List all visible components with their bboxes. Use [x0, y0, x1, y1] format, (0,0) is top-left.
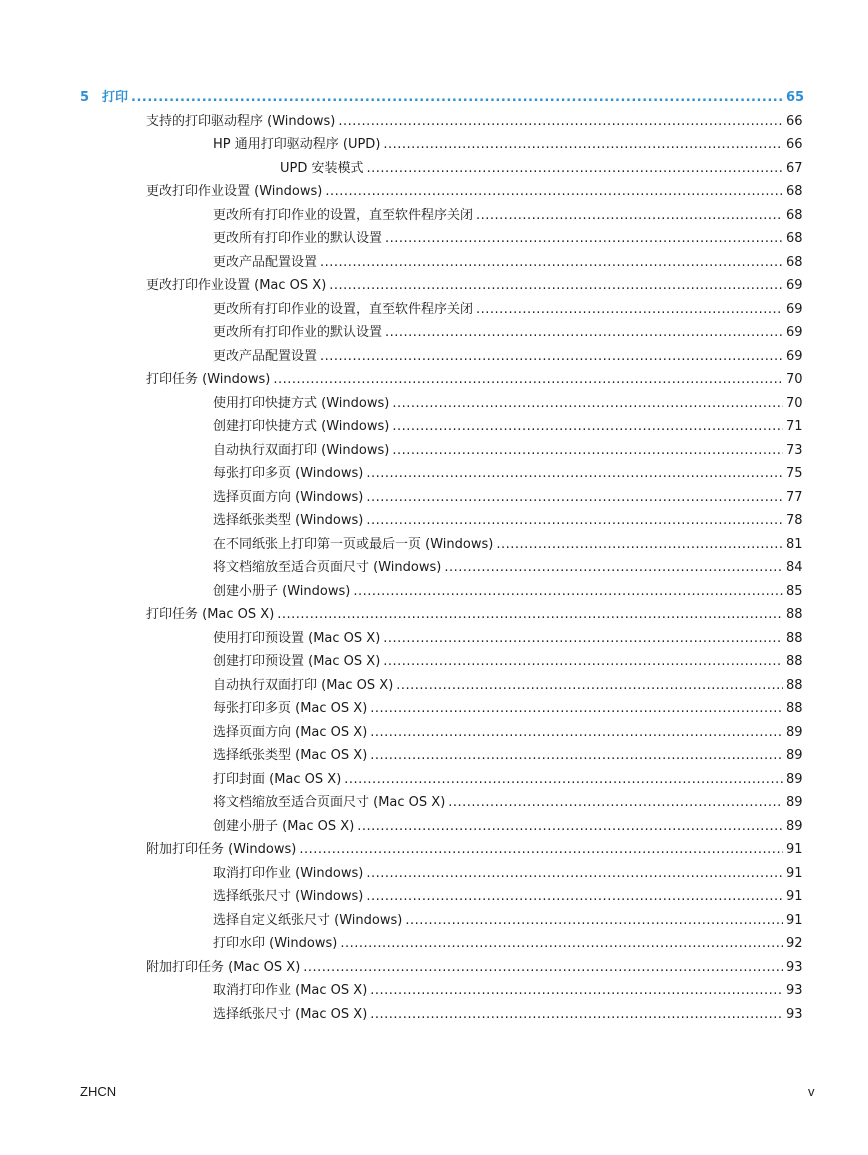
toc-entry-title: 创建小册子 (Windows) — [213, 583, 351, 599]
dot-leader — [366, 885, 783, 909]
toc-entry-title: 支持的打印驱动程序 (Windows) — [146, 113, 336, 129]
toc-entry-title: 更改所有打印作业的默认设置 — [213, 231, 383, 246]
dot-leader — [366, 862, 783, 886]
toc-entry-title: 自动执行双面打印 (Windows) — [213, 442, 390, 458]
toc-entry-page-number: 88 — [786, 607, 803, 622]
toc-entry-page-number: 70 — [786, 395, 803, 411]
dot-leader — [370, 1003, 783, 1027]
toc-entry-page-number: 69 — [786, 348, 803, 364]
toc-entry-list — [0, 110, 868, 1027]
dot-leader — [385, 227, 783, 251]
toc-entry-title: 打印任务 (Mac OS X) — [146, 607, 275, 622]
toc-entry-page-number: 69 — [786, 301, 803, 317]
toc-entry[interactable] — [0, 791, 868, 815]
toc-entry-page-number: 93 — [786, 1006, 803, 1022]
toc-entry-title: 创建小册子 (Mac OS X) — [213, 818, 355, 834]
toc-entry-page-number: 88 — [786, 654, 803, 669]
dot-leader — [383, 650, 783, 674]
toc-entry-page-number: 91 — [786, 889, 803, 904]
toc-entry[interactable] — [0, 674, 868, 698]
toc-entry-title: 选择纸张类型 (Mac OS X) — [213, 748, 368, 763]
toc-entry-page-number: 89 — [786, 724, 803, 740]
toc-entry-page-number: 75 — [786, 466, 803, 481]
toc-entry[interactable] — [0, 768, 868, 792]
dot-leader — [299, 838, 783, 862]
toc-entry[interactable] — [0, 979, 868, 1003]
toc-entry-page-number: 69 — [786, 278, 803, 293]
toc-entry-title: 选择页面方向 (Windows) — [213, 489, 364, 505]
toc-entry-page-number: 92 — [786, 936, 803, 951]
toc-entry-title: UPD 安装模式 — [280, 160, 364, 176]
chapter-page-number: 65 — [786, 90, 805, 105]
toc-entry-page-number: 88 — [786, 677, 803, 693]
toc-entry[interactable] — [0, 1003, 868, 1027]
dot-leader — [277, 603, 783, 627]
toc-entry[interactable] — [0, 133, 868, 157]
dot-leader — [476, 298, 783, 322]
dot-leader — [366, 486, 783, 510]
toc-entry[interactable] — [0, 180, 868, 204]
toc-entry[interactable] — [0, 392, 868, 416]
toc-entry-title: 选择纸张尺寸 (Windows) — [213, 889, 364, 904]
toc-entry-title: 更改打印作业设置 (Windows) — [146, 184, 323, 199]
toc-entry-title: 在不同纸张上打印第一页或最后一页 (Windows) — [213, 536, 494, 552]
dot-leader — [366, 509, 783, 533]
toc-entry-page-number: 89 — [786, 818, 803, 834]
toc-entry-title: 将文档缩放至适合页面尺寸 (Mac OS X) — [213, 795, 446, 810]
toc-entry-page-number: 69 — [786, 325, 803, 340]
toc-entry-page-number: 67 — [786, 160, 803, 176]
dot-leader — [303, 956, 783, 980]
toc-entry-title: 更改产品配置设置 — [213, 348, 318, 364]
toc-entry-page-number: 71 — [786, 419, 803, 434]
toc-entry[interactable] — [0, 227, 868, 251]
toc-entry-page-number: 89 — [786, 771, 803, 787]
toc-entry[interactable] — [0, 744, 868, 768]
dot-leader — [366, 462, 783, 486]
dot-leader — [344, 768, 783, 792]
toc-entry-title: 更改打印作业设置 (Mac OS X) — [146, 278, 327, 293]
toc-entry-page-number: 93 — [786, 959, 803, 975]
toc-entry-title: 创建打印预设置 (Mac OS X) — [213, 654, 381, 669]
dot-leader — [444, 556, 783, 580]
dot-leader — [396, 674, 783, 698]
dot-leader — [405, 909, 783, 933]
toc-entry[interactable] — [0, 932, 868, 956]
dot-leader — [131, 86, 783, 110]
dot-leader — [385, 321, 783, 345]
toc-entry-page-number: 66 — [786, 137, 803, 152]
toc-entry-title: 将文档缩放至适合页面尺寸 (Windows) — [213, 560, 442, 575]
toc-entry-page-number: 89 — [786, 748, 803, 763]
dot-leader — [329, 274, 783, 298]
chapter-number: 5 — [80, 90, 90, 105]
toc-entry[interactable] — [0, 721, 868, 745]
toc-entry-page-number: 89 — [786, 795, 803, 810]
toc-entry-title: 选择纸张类型 (Windows) — [213, 513, 364, 528]
toc-entry[interactable] — [0, 533, 868, 557]
toc-entry-title: 更改所有打印作业的设置，直至软件程序关闭 — [213, 207, 474, 223]
toc-entry[interactable] — [0, 627, 868, 651]
toc-entry[interactable] — [0, 251, 868, 275]
toc-entry-title: 更改所有打印作业的设置，直至软件程序关闭 — [213, 301, 474, 317]
dot-leader — [448, 791, 783, 815]
dot-leader — [370, 697, 783, 721]
toc-entry[interactable] — [0, 885, 868, 909]
toc-entry-page-number: 91 — [786, 842, 803, 857]
toc-entry[interactable] — [0, 204, 868, 228]
dot-leader — [370, 744, 783, 768]
dot-leader — [476, 204, 783, 228]
table-of-contents — [0, 86, 868, 1026]
toc-entry-title: 选择页面方向 (Mac OS X) — [213, 724, 368, 740]
dot-leader — [353, 580, 783, 604]
toc-entry-title: 选择自定义纸张尺寸 (Windows) — [213, 912, 403, 928]
toc-entry-page-number: 88 — [786, 701, 803, 716]
toc-entry-page-number: 68 — [786, 184, 803, 199]
toc-entry-page-number: 78 — [786, 513, 803, 528]
toc-entry-page-number: 73 — [786, 442, 803, 458]
toc-entry-title: 使用打印快捷方式 (Windows) — [213, 395, 390, 411]
toc-entry-page-number: 91 — [786, 865, 803, 881]
toc-entry-title: 每张打印多页 (Windows) — [213, 466, 364, 481]
toc-entry-title: 附加打印任务 (Windows) — [146, 842, 297, 857]
toc-entry[interactable] — [0, 110, 868, 134]
toc-entry[interactable] — [0, 909, 868, 933]
toc-entry-page-number: 93 — [786, 983, 803, 998]
dot-leader — [496, 533, 783, 557]
toc-entry-title: 每张打印多页 (Mac OS X) — [213, 701, 368, 716]
chapter-title: 打印 — [102, 90, 129, 105]
toc-entry-title: HP 通用打印驱动程序 (UPD) — [213, 137, 381, 152]
toc-entry[interactable] — [0, 439, 868, 463]
toc-entry-page-number: 81 — [786, 536, 803, 552]
toc-entry[interactable] — [0, 580, 868, 604]
toc-entry-page-number: 68 — [786, 254, 803, 270]
dot-leader — [370, 721, 783, 745]
toc-entry[interactable] — [0, 956, 868, 980]
toc-entry[interactable] — [0, 298, 868, 322]
toc-entry-title: 打印封面 (Mac OS X) — [213, 771, 342, 787]
toc-entry[interactable] — [0, 815, 868, 839]
toc-entry[interactable] — [0, 157, 868, 181]
toc-entry-title: 打印水印 (Windows) — [213, 936, 338, 951]
toc-entry-title: 打印任务 (Windows) — [146, 372, 271, 387]
footer-page-number: v — [808, 1084, 815, 1099]
toc-entry[interactable] — [0, 462, 868, 486]
toc-entry[interactable] — [0, 486, 868, 510]
toc-entry-page-number: 68 — [786, 207, 803, 223]
toc-entry-title: 附加打印任务 (Mac OS X) — [146, 959, 301, 975]
dot-leader — [392, 392, 783, 416]
dot-leader — [320, 345, 783, 369]
toc-entry[interactable] — [0, 697, 868, 721]
toc-entry-title: 取消打印作业 (Mac OS X) — [213, 983, 368, 998]
dot-leader — [392, 439, 783, 463]
toc-entry[interactable] — [0, 509, 868, 533]
toc-entry[interactable] — [0, 603, 868, 627]
toc-entry-page-number: 85 — [786, 583, 803, 599]
toc-entry-page-number: 84 — [786, 560, 803, 575]
toc-entry-title: 更改所有打印作业的默认设置 — [213, 325, 383, 340]
dot-leader — [357, 815, 783, 839]
toc-entry-page-number: 70 — [786, 372, 803, 387]
dot-leader — [273, 368, 783, 392]
toc-entry-page-number: 77 — [786, 489, 803, 505]
dot-leader — [392, 415, 783, 439]
dot-leader — [367, 157, 784, 181]
dot-leader — [340, 932, 783, 956]
toc-entry[interactable] — [0, 345, 868, 369]
toc-entry[interactable] — [0, 838, 868, 862]
toc-entry-page-number: 88 — [786, 630, 803, 646]
toc-entry-title: 选择纸张尺寸 (Mac OS X) — [213, 1006, 368, 1022]
toc-entry[interactable] — [0, 368, 868, 392]
toc-entry-title: 取消打印作业 (Windows) — [213, 865, 364, 881]
toc-entry-page-number: 66 — [786, 113, 803, 129]
dot-leader — [383, 133, 783, 157]
toc-entry-title: 自动执行双面打印 (Mac OS X) — [213, 677, 394, 693]
toc-entry-title: 创建打印快捷方式 (Windows) — [213, 419, 390, 434]
toc-entry[interactable] — [0, 415, 868, 439]
dot-leader — [383, 627, 783, 651]
toc-entry[interactable] — [0, 862, 868, 886]
toc-entry-page-number: 68 — [786, 231, 803, 246]
footer-locale: ZHCN — [80, 1084, 117, 1099]
toc-chapter-row[interactable] — [0, 86, 868, 110]
toc-entry-title: 使用打印预设置 (Mac OS X) — [213, 630, 381, 646]
toc-entry-title: 更改产品配置设置 — [213, 254, 318, 270]
dot-leader — [320, 251, 783, 275]
toc-entry[interactable] — [0, 321, 868, 345]
toc-entry[interactable] — [0, 274, 868, 298]
dot-leader — [370, 979, 783, 1003]
dot-leader — [338, 110, 783, 134]
dot-leader — [325, 180, 783, 204]
toc-entry[interactable] — [0, 556, 868, 580]
toc-entry-page-number: 91 — [786, 912, 803, 928]
toc-entry[interactable] — [0, 650, 868, 674]
